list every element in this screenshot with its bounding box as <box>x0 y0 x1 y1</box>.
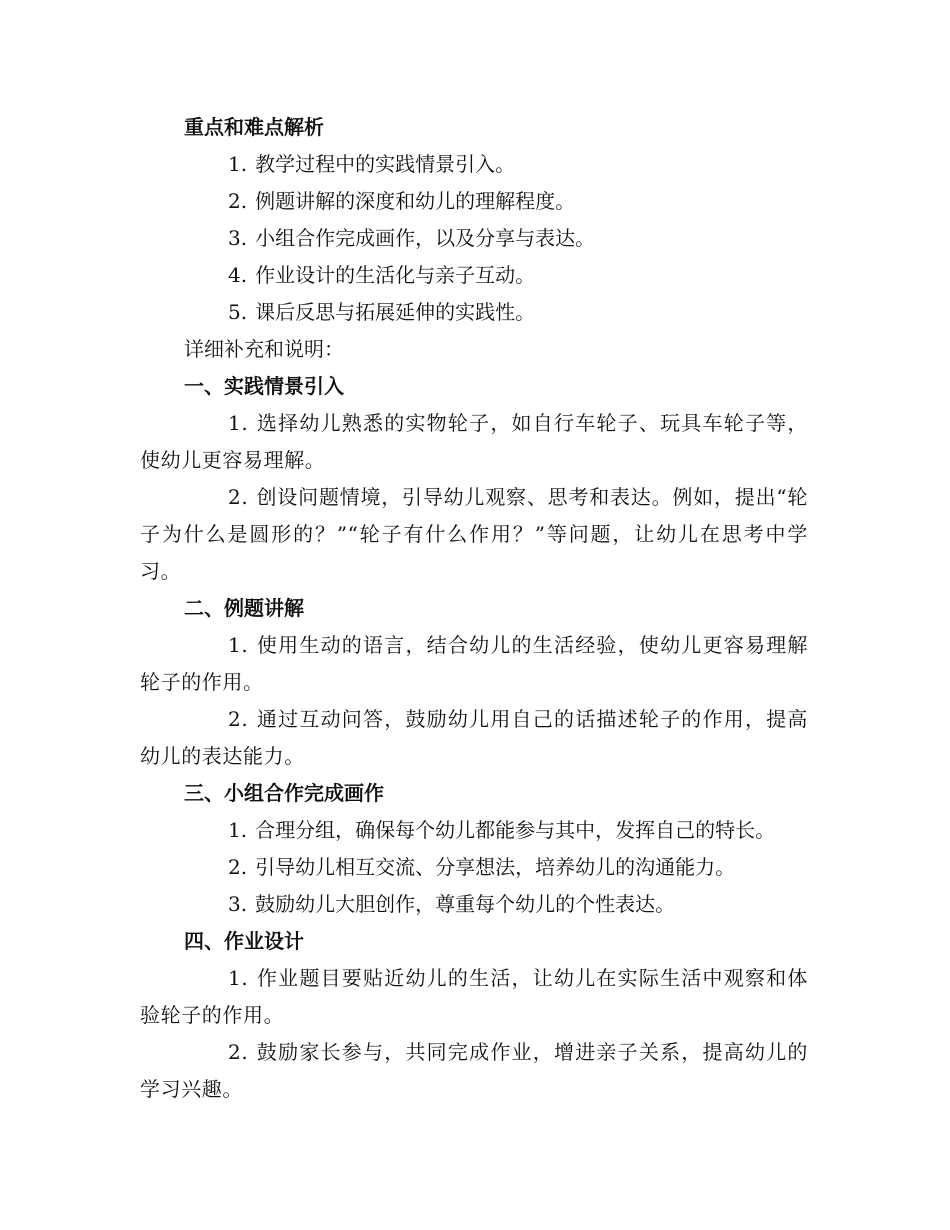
section-heading: 二、例题讲解 <box>184 596 304 620</box>
list-item <box>140 220 808 257</box>
item-number: 1. <box>228 411 249 435</box>
item-number: 2. <box>228 855 248 879</box>
item-number: 2. <box>228 189 248 213</box>
item-number: 2. <box>228 707 249 731</box>
paragraph <box>140 1034 808 1108</box>
item-text: 作业题目要贴近幼儿的生活，让幼儿在实际生活中观察和体验轮子的作用。 <box>140 966 808 1027</box>
item-number: 1. <box>228 152 248 176</box>
item-number: 1. <box>228 966 249 990</box>
item-text: 例题讲解的深度和幼儿的理解程度。 <box>255 189 576 213</box>
item-text: 作业设计的生活化与亲子互动。 <box>255 263 536 287</box>
item-text: 小组合作完成画作，以及分享与表达。 <box>255 226 596 250</box>
item-number: 3. <box>228 892 248 916</box>
paragraph <box>140 701 808 775</box>
paragraph <box>140 405 808 479</box>
paragraph <box>140 479 808 590</box>
list-item <box>140 849 808 886</box>
document-body <box>140 109 808 1108</box>
list-item <box>140 812 808 849</box>
item-number: 5. <box>228 300 248 324</box>
list-item <box>140 146 808 183</box>
item-text: 选择幼儿熟悉的实物轮子，如自行车轮子、玩具车轮子等，使幼儿更容易理解。 <box>140 411 808 472</box>
item-number: 4. <box>228 263 248 287</box>
item-text: 通过互动问答，鼓励幼儿用自己的话描述轮子的作用，提高幼儿的表达能力。 <box>140 707 808 768</box>
item-text: 鼓励幼儿大胆创作，尊重每个幼儿的个性表达。 <box>255 892 676 916</box>
section-title: 重点和难点解析 <box>184 115 324 139</box>
paragraph <box>140 627 808 701</box>
item-number: 3. <box>228 226 248 250</box>
item-number: 1. <box>228 633 249 657</box>
item-number: 2. <box>228 485 249 509</box>
item-text: 引导幼儿相互交流、分享想法，培养幼儿的沟通能力。 <box>255 855 736 879</box>
item-text: 使用生动的语言，结合幼儿的生活经验，使幼儿更容易理解轮子的作用。 <box>140 633 808 694</box>
item-text: 合理分组，确保每个幼儿都能参与其中，发挥自己的特长。 <box>255 818 776 842</box>
list-item <box>140 294 808 331</box>
item-text: 创设问题情境，引导幼儿观察、思考和表达。例如，提出“轮子为什么是圆形的？”“轮子有什么作用？”等问题，让幼儿在思考中学习。 <box>140 485 808 583</box>
section-heading: 三、小组合作完成画作 <box>184 781 384 805</box>
item-text: 课后反思与拓展延伸的实践性。 <box>255 300 536 324</box>
paragraph <box>140 960 808 1034</box>
intro-text: 详细补充和说明： <box>184 337 344 361</box>
item-number: 2. <box>228 1040 249 1064</box>
item-text: 教学过程中的实践情景引入。 <box>255 152 516 176</box>
list-item <box>140 257 808 294</box>
list-item <box>140 183 808 220</box>
section-heading: 四、作业设计 <box>184 929 304 953</box>
item-number: 1. <box>228 818 248 842</box>
list-item <box>140 886 808 923</box>
item-text: 鼓励家长参与，共同完成作业，增进亲子关系，提高幼儿的学习兴趣。 <box>140 1040 808 1101</box>
section-heading: 一、实践情景引入 <box>184 374 344 398</box>
